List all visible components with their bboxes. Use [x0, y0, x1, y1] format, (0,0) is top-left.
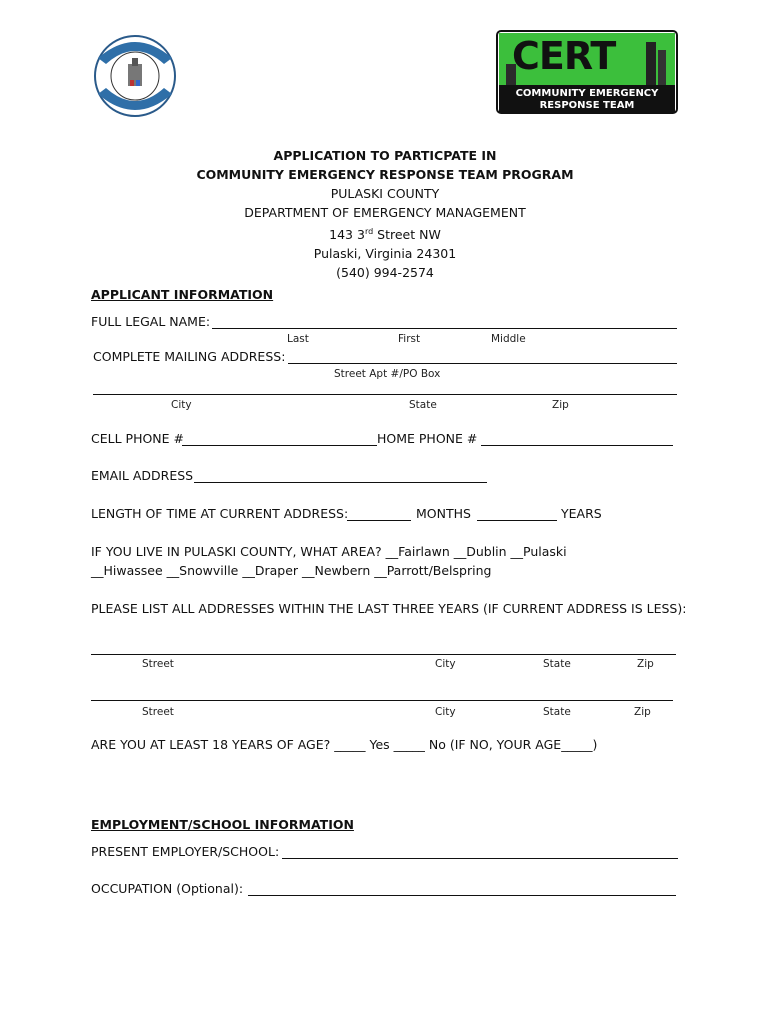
- city-state-zip-field[interactable]: [93, 394, 677, 395]
- street-sublabel: Street: [142, 706, 174, 718]
- occupation-field[interactable]: [248, 895, 676, 896]
- zip-sublabel: Zip: [552, 399, 569, 411]
- length-label: LENGTH OF TIME AT CURRENT ADDRESS:: [91, 506, 349, 521]
- cert-logo-line1: COMMUNITY EMERGENCY: [515, 88, 659, 99]
- employer-field[interactable]: [282, 858, 678, 859]
- home-phone-field[interactable]: [481, 445, 673, 446]
- city-sublabel: City: [171, 399, 192, 411]
- full-name-label: FULL LEGAL NAME:: [91, 314, 211, 329]
- form-title-2: COMMUNITY EMERGENCY RESPONSE TEAM PROGRAM: [196, 167, 574, 182]
- city-sublabel: City: [435, 706, 456, 718]
- cell-phone-field[interactable]: [182, 445, 377, 446]
- home-phone-label: HOME PHONE #: [377, 431, 478, 446]
- zip-sublabel: Zip: [637, 658, 654, 670]
- area-question-line-2: __Hiwassee __Snowville __Draper __Newbern __Parrott/Belspring: [91, 563, 492, 578]
- months-label: MONTHS: [416, 506, 471, 521]
- last-sublabel: Last: [287, 333, 309, 345]
- years-field[interactable]: [477, 520, 557, 521]
- employer-label: PRESENT EMPLOYER/SCHOOL:: [91, 844, 280, 859]
- email-field[interactable]: [194, 482, 487, 483]
- county-name: PULASKI COUNTY: [330, 186, 440, 201]
- cert-logo-line2: RESPONSE TEAM: [539, 100, 635, 111]
- form-header: [0, 146, 770, 282]
- first-sublabel: First: [398, 333, 421, 345]
- street-sublabel: Street Apt #/PO Box: [334, 368, 441, 380]
- street-sublabel: Street: [142, 658, 174, 670]
- emergency-management-seal: [92, 28, 178, 124]
- middle-sublabel: Middle: [491, 333, 526, 345]
- full-name-field[interactable]: [212, 328, 677, 329]
- previous-address-field-2[interactable]: [91, 700, 673, 701]
- employment-heading: EMPLOYMENT/SCHOOL INFORMATION: [91, 817, 354, 832]
- zip-sublabel: Zip: [634, 706, 651, 718]
- cert-logo-text: CERT: [512, 34, 616, 78]
- city-state-zip: Pulaski, Virginia 24301: [313, 246, 457, 262]
- area-question-line-1: IF YOU LIVE IN PULASKI COUNTY, WHAT AREA? __Fairlawn __Dublin __Pulaski: [91, 544, 567, 559]
- mailing-address-label: COMPLETE MAILING ADDRESS:: [93, 349, 286, 364]
- phone-number: (540) 994-2574: [336, 265, 434, 281]
- applicant-heading: APPLICANT INFORMATION: [91, 287, 274, 302]
- mailing-address-field[interactable]: [288, 363, 677, 364]
- form-title-1: APPLICATION TO PARTICPATE IN: [273, 148, 497, 163]
- age-question: ARE YOU AT LEAST 18 YEARS OF AGE? _____ Yes _____ No (IF NO, YOUR AGE_____): [91, 737, 598, 752]
- department-name: DEPARTMENT OF EMERGENCY MANAGEMENT: [244, 205, 526, 220]
- state-sublabel: State: [543, 706, 571, 718]
- cell-phone-label: CELL PHONE #: [91, 431, 184, 446]
- previous-address-field-1[interactable]: [91, 654, 676, 655]
- state-sublabel: State: [409, 399, 437, 411]
- street-address: 143 3rd Street NW: [329, 227, 441, 243]
- occupation-label: OCCUPATION (Optional):: [91, 881, 244, 896]
- previous-addresses-label: PLEASE LIST ALL ADDRESSES WITHIN THE LAST THREE YEARS (IF CURRENT ADDRESS IS LESS):: [91, 601, 687, 616]
- city-sublabel: City: [435, 658, 456, 670]
- years-label: YEARS: [561, 506, 602, 521]
- email-label: EMAIL ADDRESS: [91, 468, 194, 483]
- state-sublabel: State: [543, 658, 571, 670]
- months-field[interactable]: [347, 520, 411, 521]
